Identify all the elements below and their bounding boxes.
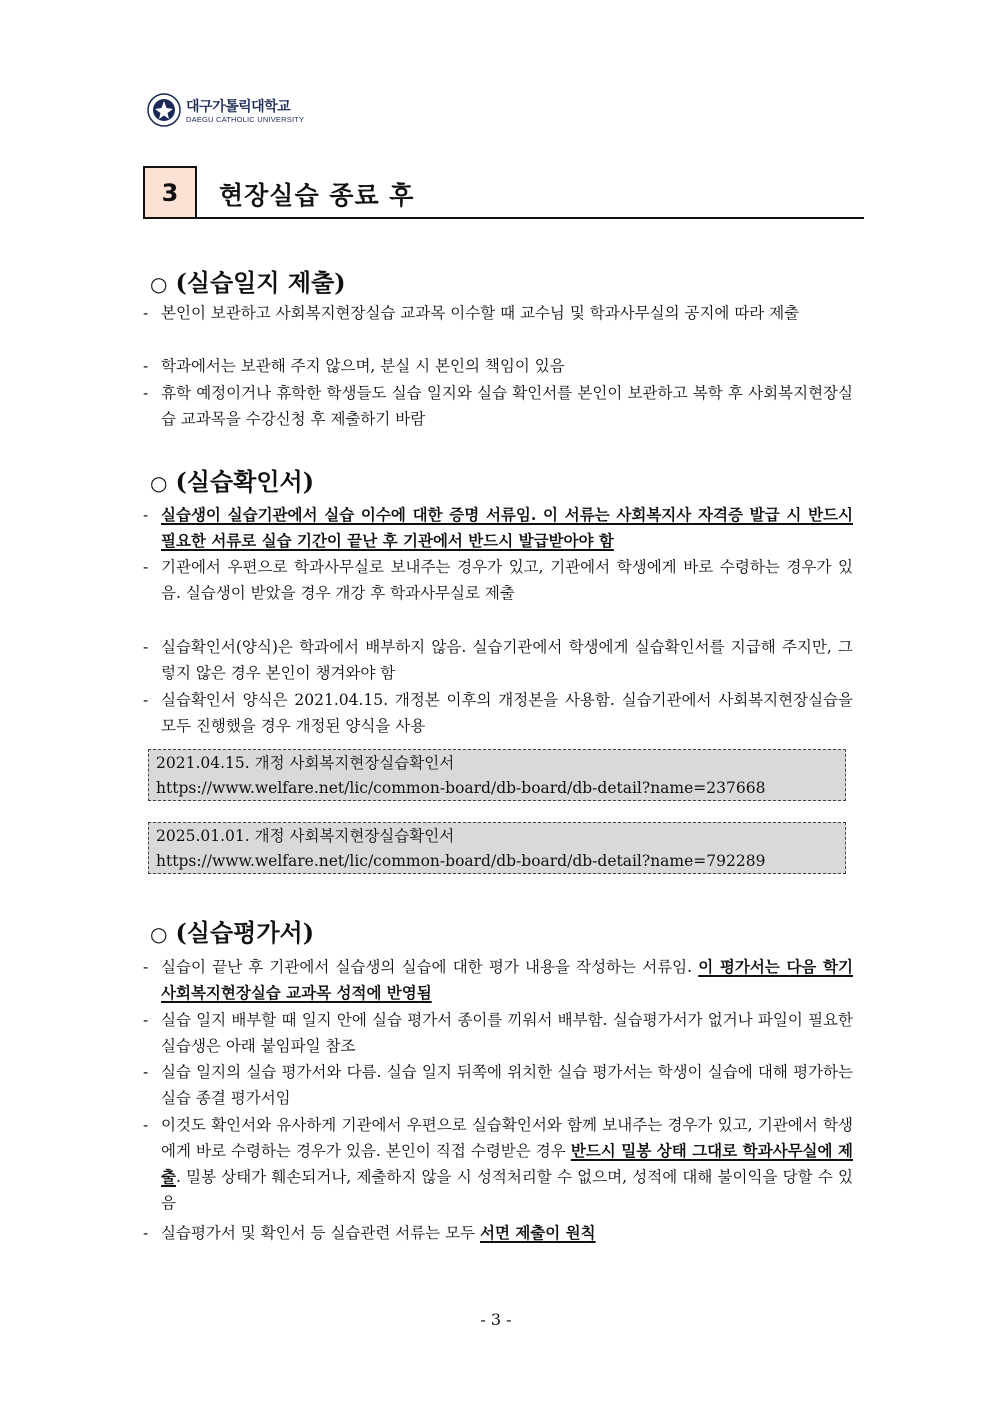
list-item-text <box>161 300 853 326</box>
dash-bullet: - <box>143 1063 149 1081</box>
body-text: 이것도 확인서와 유사하게 기관에서 우편으로 실습확인서와 함께 보내주는 경우가 있고, 기관에서 학생에게 바로 수령하는 경우가 있음. 본인이 직접 수령받은 경우 <box>161 1116 853 1160</box>
emphasis-text: 서면 제출이 원칙 <box>479 1223 596 1242</box>
page-number: - 3 - <box>480 1310 512 1329</box>
list-item <box>143 1112 853 1216</box>
dash-bullet: - <box>143 506 149 524</box>
body-text: 휴학 예정이거나 휴학한 학생들도 실습 일지와 실습 확인서를 본인이 보관하고 복학 후 사회복지현장실습 교과목을 수강신청 후 제출하기 바람 <box>161 384 853 428</box>
body-text: 기관에서 우편으로 학과사무실로 보내주는 경우가 있고, 기관에서 학생에게 바로 수령하는 경우가 있음. 실습생이 받았을 경우 개강 후 학과사무실로 제출 <box>161 558 853 602</box>
dash-bullet: - <box>143 304 149 322</box>
body-text: . 밀봉 상태가 훼손되거나, 제출하지 않을 시 성적처리할 수 없으며, 성적에 대해 불이익을 당할 수 있음 <box>161 1168 853 1212</box>
list-item-text <box>161 1220 853 1246</box>
dash-bullet: - <box>143 638 149 656</box>
circle-bullet-icon: ○ <box>150 471 168 495</box>
body-text: 학과에서는 보관해 주지 않으며, 분실 시 본인의 책임이 있음 <box>161 357 565 375</box>
list-item <box>143 502 853 554</box>
list-item-text <box>161 502 853 554</box>
list-item <box>143 1059 853 1111</box>
circle-bullet-icon: ○ <box>150 922 168 946</box>
dash-bullet: - <box>143 1011 149 1029</box>
chapter-title: 현장실습 종료 후 <box>219 181 415 210</box>
dash-bullet: - <box>143 1116 149 1134</box>
chapter-heading <box>143 166 864 222</box>
list-item-text <box>161 554 853 606</box>
list-item-text <box>161 634 853 686</box>
list-item <box>143 687 853 739</box>
list-item-text <box>161 687 853 739</box>
dash-bullet: - <box>143 558 149 576</box>
form-link-box <box>148 822 846 874</box>
dash-bullet: - <box>143 691 149 709</box>
chapter-number: 3 <box>143 166 197 219</box>
list-item <box>143 954 853 1006</box>
logo-korean-name: 대구가톨릭대학교 <box>186 99 291 115</box>
body-text: 실습 일지의 실습 평가서와 다름. 실습 일지 뒤쪽에 위치한 실습 평가서는 학생이 실습에 대해 평가하는 실습 종결 평가서임 <box>161 1063 853 1107</box>
section-title: (실습일지 제출) <box>175 268 346 297</box>
list-item <box>143 380 853 432</box>
section-title: (실습평가서) <box>175 918 315 947</box>
dash-bullet: - <box>143 357 149 375</box>
form-link-title: 2025.01.01. 개정 사회복지현장실습확인서 <box>156 827 455 845</box>
body-text: 실습이 끝난 후 기관에서 실습생의 실습에 대한 평가 내용을 작성하는 서류임. <box>161 958 699 976</box>
university-seal-icon <box>146 90 182 130</box>
body-text: 실습확인서 양식은 2021.04.15. 개정본 이후의 개정본을 사용함. 실습기관에서 사회복지현장실습을 모두 진행했을 경우 개정된 양식을 사용 <box>161 691 853 735</box>
dash-bullet: - <box>143 1224 149 1242</box>
body-text: 실습 일지 배부할 때 일지 안에 실습 평가서 종이를 끼워서 배부함. 실습평가서가 없거나 파일이 필요한 실습생은 아래 붙임파일 참조 <box>161 1011 853 1055</box>
list-item <box>143 300 853 326</box>
form-link-url[interactable]: https://www.welfare.net/lic/common-board/db-board/db-detail?name=237668 <box>156 779 766 797</box>
list-item-text <box>161 380 853 432</box>
emphasis-text: 이 평가서는 다음 학기 사회복지현장실습 교과목 성적에 반영됨 <box>161 957 853 1002</box>
body-text: 실습평가서 및 확인서 등 실습관련 서류는 모두 <box>161 1224 480 1242</box>
dash-bullet: - <box>143 384 149 402</box>
list-item-text <box>161 1112 853 1216</box>
list-item <box>143 353 853 379</box>
body-text: 본인이 보관하고 사회복지현장실습 교과목 이수할 때 교수님 및 학과사무실의 공지에 따라 제출 <box>161 304 800 322</box>
emphasis-text: 실습생이 실습기관에서 실습 이수에 대한 증명 서류임. 이 서류는 사회복지사 자격증 발급 시 반드시 필요한 서류로 실습 기간이 끝난 후 기관에서 반드시 발급받아야 함 <box>161 505 853 550</box>
list-item <box>143 634 853 686</box>
section-title: (실습확인서) <box>175 467 315 496</box>
emphasis-text: 반드시 밀봉 상태 그대로 학과사무실에 제출 <box>161 1141 853 1186</box>
list-item-text <box>161 954 853 1006</box>
list-item <box>143 554 853 606</box>
list-item <box>143 1220 853 1246</box>
university-logo <box>146 90 346 134</box>
circle-bullet-icon: ○ <box>150 272 168 296</box>
list-item <box>143 1007 853 1059</box>
section-heading-evaluation <box>150 913 314 948</box>
body-text: 실습확인서(양식)은 학과에서 배부하지 않음. 실습기관에서 학생에게 실습확인서를 지급해 주지만, 그렇지 않은 경우 본인이 챙겨와야 함 <box>161 638 853 682</box>
form-link-url[interactable]: https://www.welfare.net/lic/common-board/db-board/db-detail?name=792289 <box>156 852 766 870</box>
section-heading-confirmation <box>150 462 314 497</box>
logo-english-name: DAEGU CATHOLIC UNIVERSITY <box>186 115 305 124</box>
list-item-text <box>161 353 853 379</box>
dash-bullet: - <box>143 958 149 976</box>
form-link-box <box>148 749 846 801</box>
list-item-text <box>161 1007 853 1059</box>
list-item-text <box>161 1059 853 1111</box>
form-link-title: 2021.04.15. 개정 사회복지현장실습확인서 <box>156 754 455 772</box>
chapter-underline <box>197 217 864 219</box>
section-heading-journal <box>150 263 346 298</box>
